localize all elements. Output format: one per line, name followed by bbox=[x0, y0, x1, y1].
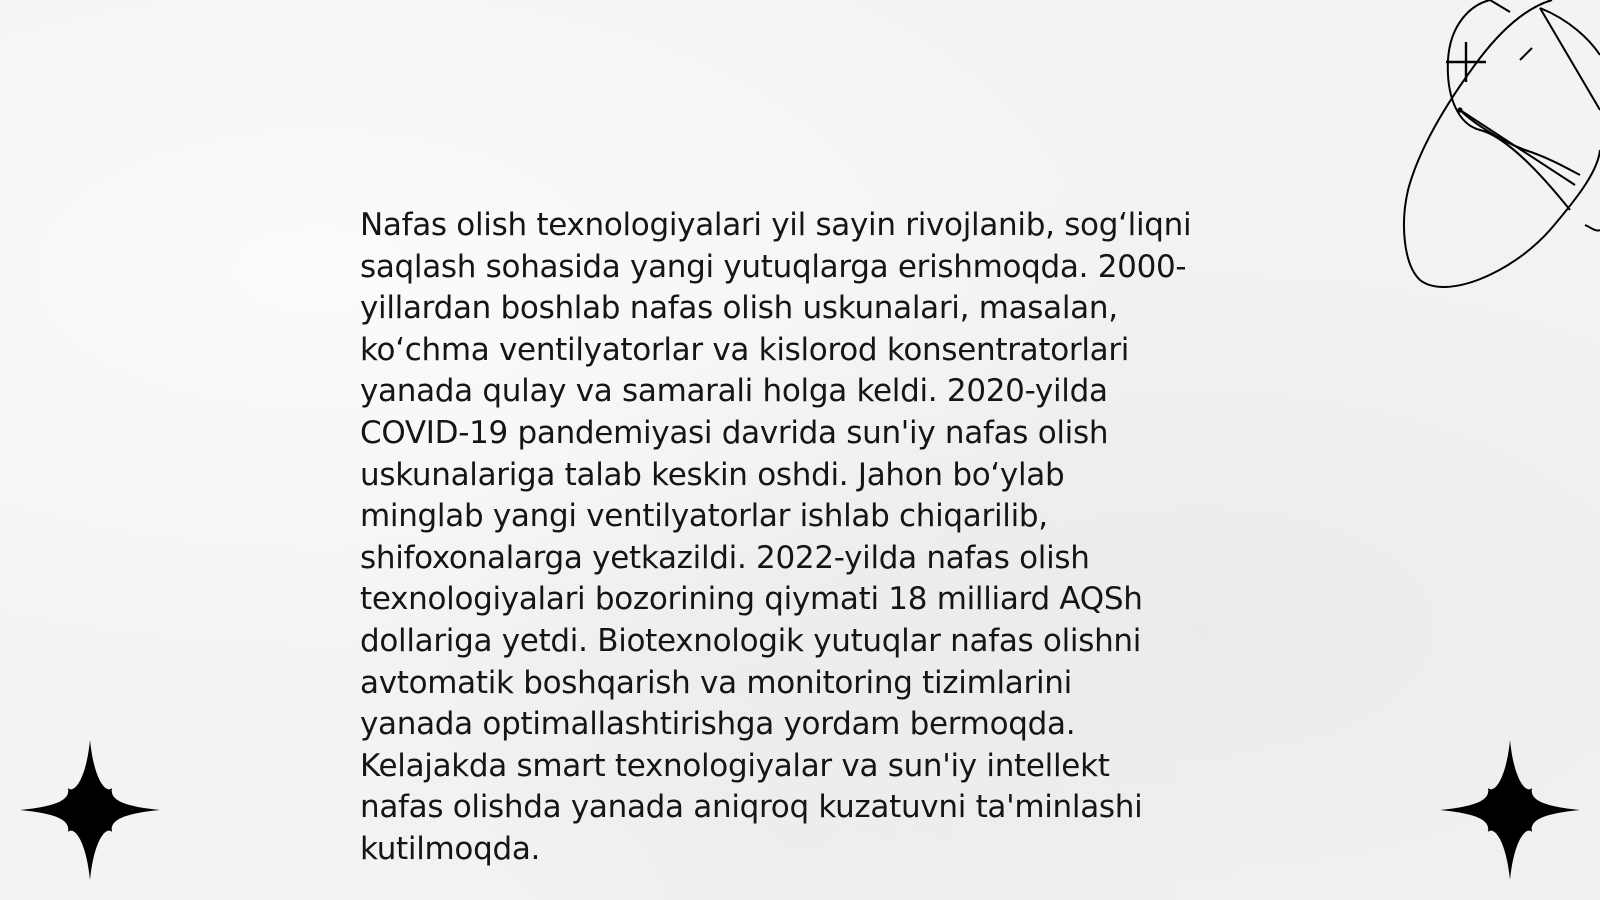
body-paragraph: Nafas olish texnologiyalari yil sayin rivojlanib, sog‘liqni saqlash sohasida yangi yutuqlarga erishmoqda. 2000- yillardan boshlab nafas olish uskunalari, masalan, ko‘chma ventilyatorlar va kislorod konsentratorlari yanada qulay va samarali holga keldi. 2020-yilda COVID-19 pandemiyasi davrida sun'iy nafas olish uskunalariga talab keskin oshdi. Jahon bo‘ylab minglab yangi ventilyatorlar ishlab chiqarilib, shifoxonalarga yetkazildi. 2022-yilda nafas olish texnologiyalari bozorining qiymati 18 milliard AQSh dollariga yetdi. Biotexnologik yutuqlar nafas olishni avtomatik boshqarish va monitoring tizimlarini yanada optimallashtirishga yordam bermoqda. Kelajakda smart texnologiyalar va sun'iy intellekt nafas olishda yanada aniqroq kuzatuvni ta'minlashi kutilmoqda. bbox=[360, 207, 1192, 867]
orbit-line-icon bbox=[1320, 0, 1600, 300]
four-point-star-icon bbox=[20, 740, 160, 880]
four-point-star-icon bbox=[1440, 740, 1580, 880]
